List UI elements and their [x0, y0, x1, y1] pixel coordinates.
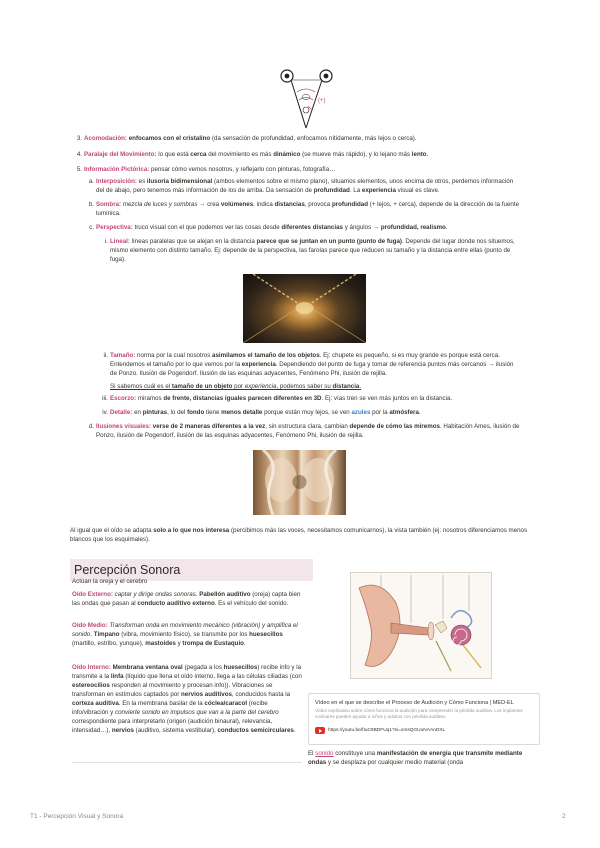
section-intro: Actúan la oreja y el cerebro — [72, 578, 148, 585]
video-description: Vídeo explicativo sobre cómo funciona la audición para comprender la pérdida auditiva. Los implantes cocleares pueden ayudar a niños y adultos con pérdida auditiva. — [315, 708, 523, 720]
inner-ear-text: Oído Interno: Membrana ventana oval (pegada a los huesecillos) recibe info y la transmite a la linfa (líquido que llena el oído interno, llega a las células ciliadas (con estereocilios responden al movimiento y procesan info)). Vibraciones se transforman en estímulos captados por nervios auditivos, conducidos hasta la corteza auditiva. En la membrana basilar de la cóclea/caracol (recibe info/vibración y convierte sonido en impulsos que van a la parte del cerebro correspondiente para interpretarlo (origen (audición binaural), relevancia, intensidad…), nervios (auditivo, sistema vestibular), conductos semicirculares. — [72, 664, 302, 734]
list-item-5: 5. Información Pictórica: pensar cómo vemos nosotros, y reflejarlo con pinturas, fotografía… — [76, 166, 336, 173]
pictorial-list-continued — [70, 352, 530, 462]
sonido-link[interactable]: sonido — [315, 750, 334, 757]
ear-anatomy-drawing — [351, 573, 491, 678]
outer-ear-text: Oído Externo: captar y dirige ondas sonoras. Pabellón auditivo (oreja) capta bien las ondas que pasan al conducto auditivo externo. Es el vehículo del sonido. — [72, 591, 301, 607]
middle-ear-text: Oído Medio: Transforman onda en movimiento mecánico (vibración) y amplifica el sonido. Tímpano (vibra, movimiento físico), se transmite por los huesecillos (martillo, estribo, yunque), mastoides y trompa de Eustaquio. — [72, 622, 298, 647]
tunnel-photo — [243, 274, 366, 343]
list-item-3: 3. Acomodación: enfocamos con el cristalino (da sensación de profundidad, enfocamos nítidamente, más lejos o cerca). — [76, 135, 417, 142]
page-number: 2 — [562, 813, 566, 820]
youtube-icon — [315, 727, 325, 734]
video-link-card[interactable] — [308, 693, 540, 745]
illusion-shapes — [253, 450, 346, 515]
column-divider — [72, 762, 302, 763]
list-item-c-iii: iii. Escorzo: miramos de frente, distancias iguales parecen diferentes en 3D. Ej: vías tren se ven más juntos en la distancia. — [102, 395, 453, 402]
tunnel-lines — [243, 274, 366, 343]
list-item-c-ii: ii. Tamaño: norma por la cual nosotros asimilamos el tamaño de los objetos. Ej: chupete es pequeño, si es muy grande es porque está cerca. Entendemos el tamaño por lo que vemos por la experiencia. Dependiendo del punto de fuga y tomar de referencia puntos más cercanos → ilusión de Ponzo. Ilusión de Pogendorf. Ilusión de las esquinas adyacentes, Fenómeno Phi, ilusión de rejilla. — [103, 352, 514, 377]
adaptation-paragraph: Al igual que el oído se adapta solo a lo que nos interesa (percibimos más las voces, necesitamos comunicarnos), la vista también (ej: nosotros diferenciamos menos blancos que los esquimales). — [70, 527, 528, 543]
sound-paragraph: El sonido constituye una manifestación de energía que transmite mediante ondas y se desplaza por cualquier medio material (onda — [308, 750, 523, 766]
list-item-c: c. Perspectiva: truco visual con el que podemos ver las cosas desde diferentes distancias y ángulos → profundidad, realismo. — [89, 224, 448, 231]
ear-anatomy-illustration — [350, 572, 492, 679]
diagram-label: (+) — [318, 98, 326, 104]
illusion-photo — [253, 450, 346, 515]
list-item-b: b. Sombra: mezcla de luces y sombras → crea volúmenes, indica distancias, provoca profundidad (+ lejos, + cerca), depende de la dirección de la fuente lumínica. — [88, 201, 520, 217]
perspective-diagram — [278, 66, 338, 134]
video-title: Vídeo en el que se describe el Proceso de Audición y Cómo Funciona | MED-EL — [315, 700, 514, 706]
list-item-c-i: i. Lineal: líneas paralelas que se alejan en la distancia parece que se juntan en un punto (punto de fuga). Depende del lugar donde nos situemos, mismo elemento con distinto tamaño. Ej: depende de la perspectiva, las farolas parece que reducen su tamaño y la distancia entre ellas (punto de fuga). — [104, 238, 515, 263]
list-item-c-iv: iv. Detalle: en pinturas, lo del fondo tiene menos detalle porque están muy lejos, se ven azules por la atmósfera. — [102, 409, 421, 416]
footer-title: T1 - Percepción Visual y Sonora — [30, 813, 124, 820]
list-item-4: 4. Paralaje del Movimiento: lo que está cerca del movimiento es más dinámico (se mueve más rápido), y lo lejano más lento. — [76, 151, 429, 158]
section-title: Percepción Sonora — [70, 559, 313, 581]
size-note: Si sabemos cuál es el tamaño de un objeto por experiencia, podemos saber su distancia. — [110, 383, 362, 390]
list-item-d: d. Ilusiones visuales: verse de 2 maneras diferentes a la vez, sin estructura clara, cambian depende de cómo las miremos. Habitación Ames, ilusión de Ponzo, ilusión de Pogendorf, ilusión de las esquinas adyacentes, Fenómeno Phi, ilusión de rejilla. — [88, 423, 520, 439]
video-url[interactable]: https://youtu.be/fIuC9BDFUq1?si=xmsQGUuNAAnDXL — [328, 728, 446, 733]
list-item-a: a. Interposición: es ilusoria bidimensional (ambos elementos sobre el mismo plano), situamos elementos, unos encima de otros, perdemos información del de abajo, pero tenemos más información de los de arriba. Da sensación de profundidad. La experiencia visual es clave. — [88, 178, 514, 194]
